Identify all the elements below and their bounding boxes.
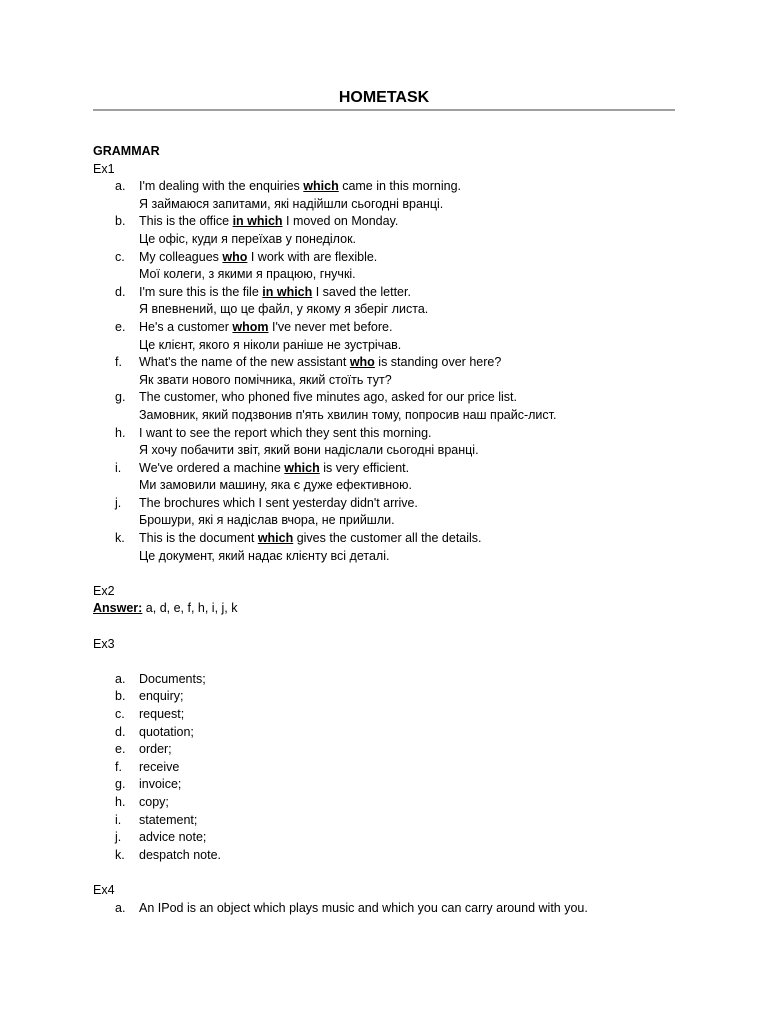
english-sentence: I'm dealing with the enquiries which came in this morning.	[139, 179, 461, 194]
document-body	[93, 143, 693, 917]
ex3-label: Ex3	[93, 636, 115, 651]
ex3-list	[93, 671, 693, 865]
list-marker: d.	[115, 724, 126, 739]
translation: Це офіс, куди я переїхав у понеділок.	[139, 231, 357, 246]
relative-pronoun: in which	[262, 284, 313, 299]
ex1-list	[93, 178, 693, 565]
ex1-item-f	[93, 354, 693, 389]
relative-pronoun: which	[257, 531, 294, 546]
list-marker: h.	[115, 794, 126, 809]
ex4-item-a	[93, 900, 693, 918]
ex3-item-e	[93, 741, 693, 759]
ex2-label: Ex2	[93, 583, 115, 598]
relative-pronoun: who	[349, 355, 375, 370]
answer-text: copy;	[139, 794, 169, 809]
list-marker: g.	[115, 777, 126, 792]
ex1-item-b	[93, 213, 693, 248]
list-marker: h.	[115, 425, 126, 440]
english-sentence: The brochures which I sent yesterday didn't arrive.	[139, 495, 418, 510]
translation: Це клієнт, якого я ніколи раніше не зустрічав.	[139, 337, 402, 352]
list-marker: g.	[115, 390, 126, 405]
answer-text: request;	[139, 707, 185, 721]
answer-text: order;	[139, 742, 172, 757]
ex1-label: Ex1	[93, 161, 115, 176]
list-marker: b.	[115, 214, 126, 229]
list-marker: i.	[115, 812, 122, 827]
title-divider	[93, 109, 675, 111]
relative-pronoun: in which	[232, 214, 283, 229]
translation: Мої колеги, з якими я працюю, гнучкі.	[139, 267, 356, 282]
answer-text: enquiry;	[139, 689, 184, 704]
list-marker: c.	[115, 707, 125, 721]
list-marker: k.	[115, 531, 125, 546]
translation: Замовник, який подзвонив п'ять хвилин тому, попросив наш прайс-лист.	[139, 407, 557, 422]
list-marker: j.	[115, 495, 122, 510]
english-sentence: This is the document which gives the customer all the details.	[139, 531, 482, 546]
ex3-item-i	[93, 812, 693, 830]
ex3-item-d	[93, 724, 693, 742]
ex1-item-h	[93, 425, 693, 460]
list-marker: j.	[115, 830, 122, 845]
page-title: HOMETASK	[338, 89, 430, 106]
answer-label: Answer:	[93, 601, 143, 616]
ex1-item-d	[93, 284, 693, 319]
translation: Ми замовили машину, яка є дуже ефективною.	[139, 478, 412, 493]
list-marker: a.	[115, 671, 126, 686]
ex1-item-a	[93, 178, 693, 213]
translation: Я хочу побачити звіт, який вони надіслали сьогодні вранці.	[139, 443, 479, 458]
english-sentence: The customer, who phoned five minutes ago, asked for our price list.	[139, 390, 517, 405]
ex1-item-i	[93, 460, 693, 495]
ex3-item-g	[93, 776, 693, 794]
english-sentence: What's the name of the new assistant who is standing over here?	[139, 355, 502, 370]
list-marker: b.	[115, 689, 126, 704]
list-marker: a.	[115, 900, 126, 915]
relative-pronoun: whom	[232, 319, 269, 334]
english-sentence: I'm sure this is the file in which I saved the letter.	[139, 284, 411, 299]
translation: Я впевнений, що це файл, у якому я зберіг листа.	[139, 302, 429, 317]
ex3-item-f	[93, 759, 693, 777]
answer-text: statement;	[139, 812, 198, 827]
ex2-answer	[93, 600, 693, 618]
translation: Це документ, який надає клієнту всі деталі.	[139, 548, 390, 563]
list-marker: c.	[115, 249, 125, 264]
ex3-item-k	[93, 847, 693, 865]
english-sentence: My colleagues who I work with are flexible.	[139, 249, 378, 264]
translation: Як звати нового помічника, який стоїть тут?	[139, 372, 392, 387]
list-marker: a.	[115, 179, 126, 194]
answer-text: An IPod is an object which plays music and which you can carry around with you.	[139, 900, 588, 915]
ex1-item-j	[93, 495, 693, 530]
ex3-item-h	[93, 794, 693, 812]
list-marker: e.	[115, 742, 126, 757]
ex3-item-c	[93, 706, 693, 724]
ex1-item-c	[93, 249, 693, 284]
answer-text: Documents;	[139, 671, 206, 686]
answer-text: advice note;	[139, 830, 207, 845]
relative-pronoun: which	[284, 460, 320, 475]
list-marker: d.	[115, 284, 126, 299]
ex4-list	[93, 900, 693, 918]
grammar-heading: GRAMMAR	[93, 144, 160, 158]
ex1-item-e	[93, 319, 693, 354]
ex1-item-k	[93, 530, 693, 565]
ex1-item-g	[93, 389, 693, 424]
ex3-item-j	[93, 829, 693, 847]
answer-value: a, d, e, f, h, i, j, k	[142, 601, 238, 616]
english-sentence: This is the office in which I moved on Monday.	[139, 214, 399, 229]
answer-text: despatch note.	[139, 847, 222, 862]
answer-text: invoice;	[139, 777, 182, 792]
list-marker: f.	[115, 355, 122, 370]
translation: Я займаюся запитами, які надійшли сьогодні вранці.	[139, 196, 444, 211]
relative-pronoun: which	[303, 179, 339, 194]
list-marker: k.	[115, 847, 125, 862]
relative-pronoun: who	[222, 249, 248, 264]
english-sentence: He's a customer whom I've never met before.	[139, 319, 393, 334]
translation: Брошури, які я надіслав вчора, не прийшли.	[139, 513, 395, 528]
ex3-item-b	[93, 688, 693, 706]
list-marker: f.	[115, 759, 122, 774]
list-marker: e.	[115, 319, 126, 334]
list-marker: i.	[115, 460, 122, 475]
ex3-item-a	[93, 671, 693, 689]
english-sentence: I want to see the report which they sent this morning.	[139, 425, 432, 440]
answer-text: receive	[139, 759, 180, 774]
ex4-label: Ex4	[93, 882, 115, 897]
english-sentence: We've ordered a machine which is very efficient.	[139, 460, 410, 475]
answer-text: quotation;	[139, 724, 194, 739]
